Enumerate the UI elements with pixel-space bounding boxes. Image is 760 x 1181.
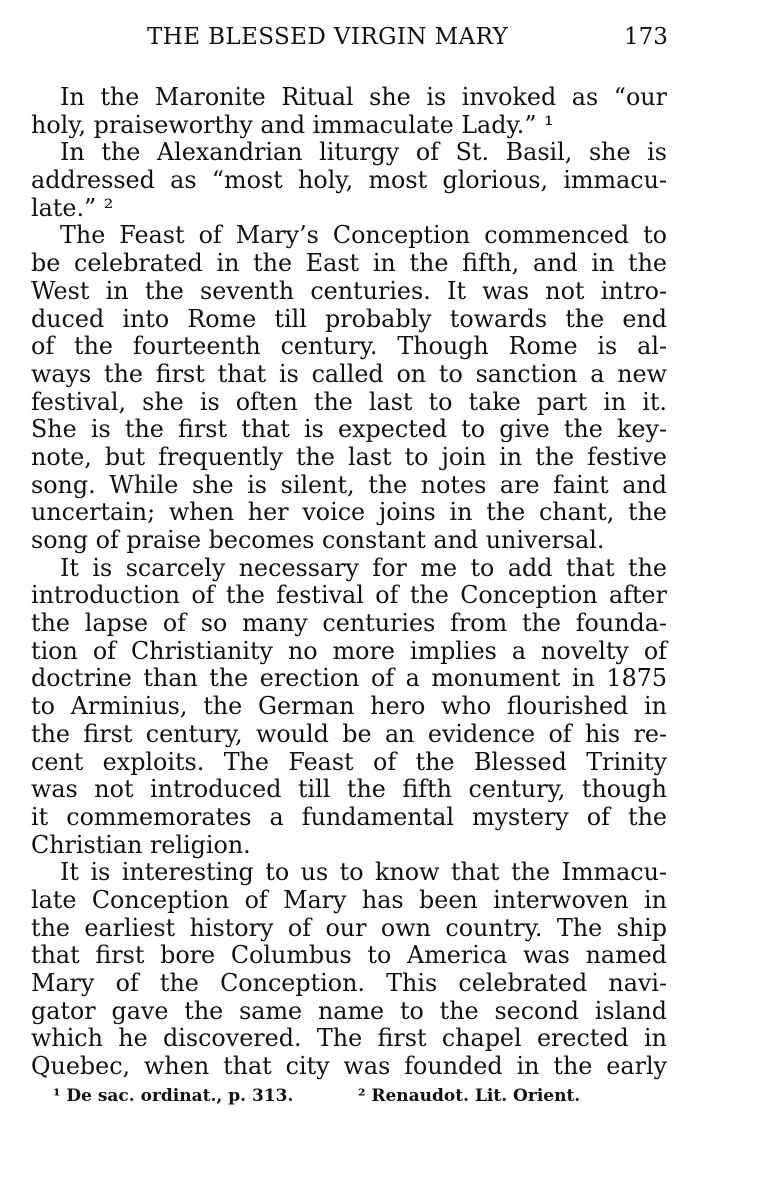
text-line: Quebec, when that city was founded in the early	[31, 1052, 667, 1081]
text-line: In the Maronite Ritual she is invoked as “our	[60, 83, 667, 111]
text-line: that first bore Columbus to America was named	[31, 941, 667, 970]
text-line: the earliest history of our own country. The ship	[31, 913, 667, 942]
text-line: doctrine than the erection of a monument in 1875	[31, 664, 667, 693]
text-line: gator gave the same name to the second island	[31, 996, 667, 1025]
page-number: 173	[624, 24, 668, 50]
text-line: It is interesting to us to know that the Immacu-	[60, 858, 667, 887]
text-line: be celebrated in the East in the fifth, and in the	[31, 249, 667, 278]
footnote-2: ² Renaudot. Lit. Orient.	[358, 1086, 581, 1106]
text-line: In the Alexandrian liturgy of St. Basil, she is	[60, 138, 667, 167]
footnotes	[53, 1086, 653, 1112]
footnote-1: ¹ De sac. ordinat., p. 313.	[53, 1086, 294, 1106]
text-line: ways the first that is called on to sanction a new	[31, 359, 667, 388]
text-line: note, but frequently the last to join in the festive	[31, 442, 667, 471]
text-line: West in the seventh centuries. It was not intro-	[31, 276, 667, 305]
text-line: late Conception of Mary has been interwoven in	[31, 885, 667, 914]
text-line: song of praise becomes constant and universal.	[31, 526, 605, 554]
text-line: the first century, would be an evidence of his re-	[31, 719, 667, 748]
text-line: The Feast of Mary’s Conception commenced to	[60, 221, 667, 250]
text-line: which he discovered. The first chapel erected in	[31, 1024, 667, 1053]
page-header	[0, 24, 760, 56]
text-line: Christian religion.	[31, 830, 251, 859]
text-line: it commemorates a fundamental mystery of the	[31, 802, 667, 831]
text-line: the lapse of so many centuries from the founda-	[31, 609, 667, 638]
text-line: duced into Rome till probably towards the end	[31, 304, 667, 333]
text-line: late.” ²	[31, 193, 114, 222]
text-line: of the fourteenth century. Though Rome is al-	[31, 332, 667, 361]
text-line: holy, praiseworthy and immaculate Lady.” ¹	[31, 110, 554, 139]
text-line: song. While she is silent, the notes are faint and	[31, 470, 667, 499]
running-title: THE BLESSED VIRGIN MARY	[147, 24, 509, 50]
text-line: addressed as “most holy, most glorious, immacu-	[31, 166, 667, 195]
body-text	[31, 84, 667, 1081]
text-line: was not introduced till the fifth century, though	[31, 775, 667, 804]
text-line: to Arminius, the German hero who flourished in	[31, 692, 667, 721]
text-line: cent exploits. The Feast of the Blessed Trinity	[31, 747, 667, 776]
text-line: tion of Christianity no more implies a novelty of	[31, 636, 667, 665]
text-line: introduction of the festival of the Conception after	[31, 581, 667, 610]
text-line: uncertain; when her voice joins in the chant, the	[31, 498, 667, 527]
text-line: It is scarcely necessary for me to add that the	[60, 553, 667, 582]
text-line: festival, she is often the last to take part in it.	[31, 387, 667, 416]
text-line: She is the first that is expected to give the key-	[31, 415, 667, 444]
text-line: Mary of the Conception. This celebrated navi-	[31, 969, 667, 997]
